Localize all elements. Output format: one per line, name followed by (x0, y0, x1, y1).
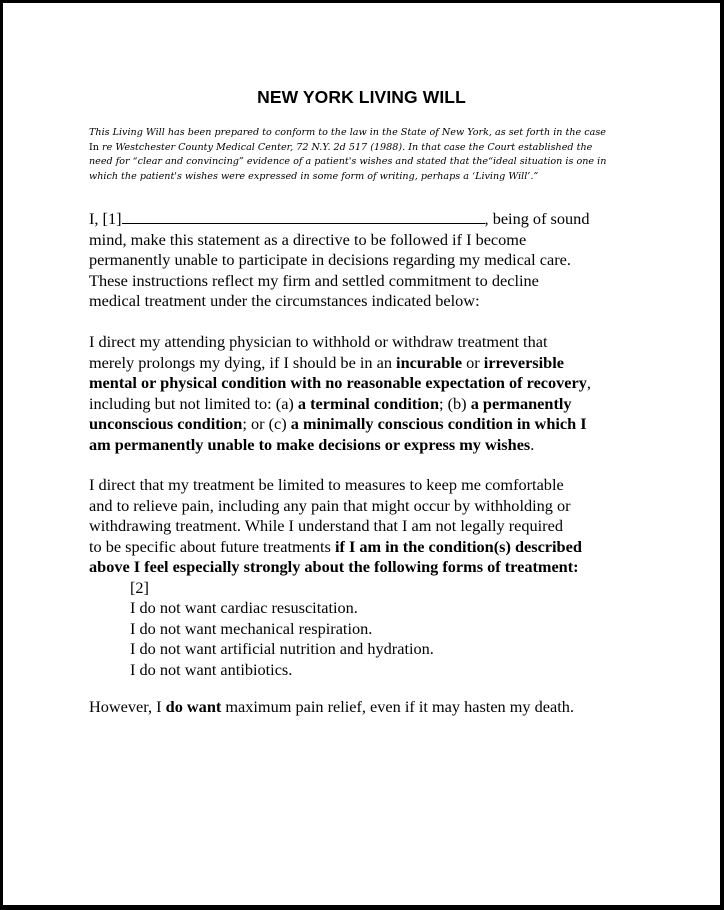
document-title: NEW YORK LIVING WILL (257, 87, 466, 107)
directive-bold-text: incurable (396, 352, 463, 372)
directive-text: . (530, 434, 535, 454)
directive-text: including but not limited to: (a) (89, 393, 298, 413)
treatment-line-4 (89, 537, 649, 558)
pain-relief-paragraph (89, 697, 649, 718)
pain-relief-text: However, I (89, 697, 166, 716)
pain-relief-text: maximum pain relief, even if it may hasten my death. (221, 697, 574, 716)
declaration-line-5: medical treatment under the circumstances indicated below: (89, 291, 480, 310)
treatment-line-1: I direct that my treatment be limited to measures to keep me comfortable (89, 475, 564, 494)
directive-text: ; or (c) (242, 414, 291, 433)
treatment-list (130, 578, 649, 681)
intro-line-3: need for “clear and convincing” evidence of a patient's wishes and stated that the“ideal situation is one in (89, 156, 607, 168)
directive-line-5 (89, 414, 649, 435)
intro-note (89, 126, 649, 184)
treatment-line-5 (89, 557, 649, 578)
pain-relief-bold-text: do want (165, 697, 222, 716)
declaration-line-2: mind, make this statement as a directive to be followed if I become (89, 229, 527, 249)
directive-bold-text: a minimally conscious condition in which I (290, 414, 587, 433)
declaration-line-1 (89, 209, 649, 230)
pain-relief-line (89, 697, 649, 718)
list-item: I do not want mechanical respiration. (130, 618, 373, 638)
declaration-line-4: These instructions reflect my firm and settled commitment to decline (89, 270, 539, 290)
treatment-paragraph (89, 475, 649, 680)
treatment-bold-text: above I feel especially strongly about the following forms of treatment: (89, 557, 579, 576)
treatment-line-2: and to relieve pain, including any pain that might occur by withholding or (89, 495, 571, 515)
directive-text: ; (b) (439, 393, 471, 413)
declaration-paragraph (89, 209, 649, 312)
directive-text: merely prolongs my dying, if I should be in an (89, 352, 397, 372)
directive-text: or (462, 352, 484, 372)
directive-bold-text: irreversible (483, 352, 564, 372)
directive-text: , (586, 373, 591, 392)
declarant-name-blank[interactable] (122, 209, 485, 224)
directive-line-1: I direct my attending physician to withhold or withdraw treatment that (89, 332, 548, 351)
directive-bold-text: a permanently (470, 393, 572, 413)
intro-line-4: which the patient's wishes were expressed in some form of writing, perhaps a ‘Living Will’.” (89, 170, 539, 182)
intro-case-citation: re Westchester County Medical Center, 72 N.Y. 2d 517 (1988). In that case the Court established the (98, 141, 593, 153)
directive-bold-text: am permanently unable to make decisions or express my wishes (89, 434, 531, 454)
declarant-prefix: I, [1] (89, 209, 122, 228)
list-item: I do not want artificial nutrition and hydration. (130, 639, 434, 658)
directive-paragraph (89, 332, 649, 455)
treatment-line-3: withdrawing treatment. While I understand that I am not legally required (89, 516, 563, 535)
directive-line-2 (89, 353, 649, 374)
intro-line-1: This Living Will has been prepared to conform to the law in the State of New York, as set forth in the case (89, 127, 606, 138)
list-item: I do not want antibiotics. (130, 659, 293, 679)
declarant-suffix: , being of sound (484, 209, 590, 228)
list-item: I do not want cardiac resuscitation. (130, 598, 358, 617)
directive-line-4 (89, 394, 649, 415)
directive-line-6 (89, 435, 649, 456)
intro-line-2 (89, 141, 649, 156)
intro-in-word: In (89, 141, 99, 153)
list-item: [2] (130, 577, 149, 597)
treatment-text: to be specific about future treatments (89, 536, 335, 556)
directive-bold-text: mental or physical condition with no reasonable expectation of recovery (89, 373, 587, 392)
declaration-line-3: permanently unable to participate in decisions regarding my medical care. (89, 250, 571, 269)
directive-line-3 (89, 373, 649, 394)
directive-bold-text: a terminal condition (297, 393, 440, 413)
directive-bold-text: unconscious condition (89, 414, 243, 433)
treatment-bold-text: if I am in the condition(s) described (334, 536, 582, 556)
